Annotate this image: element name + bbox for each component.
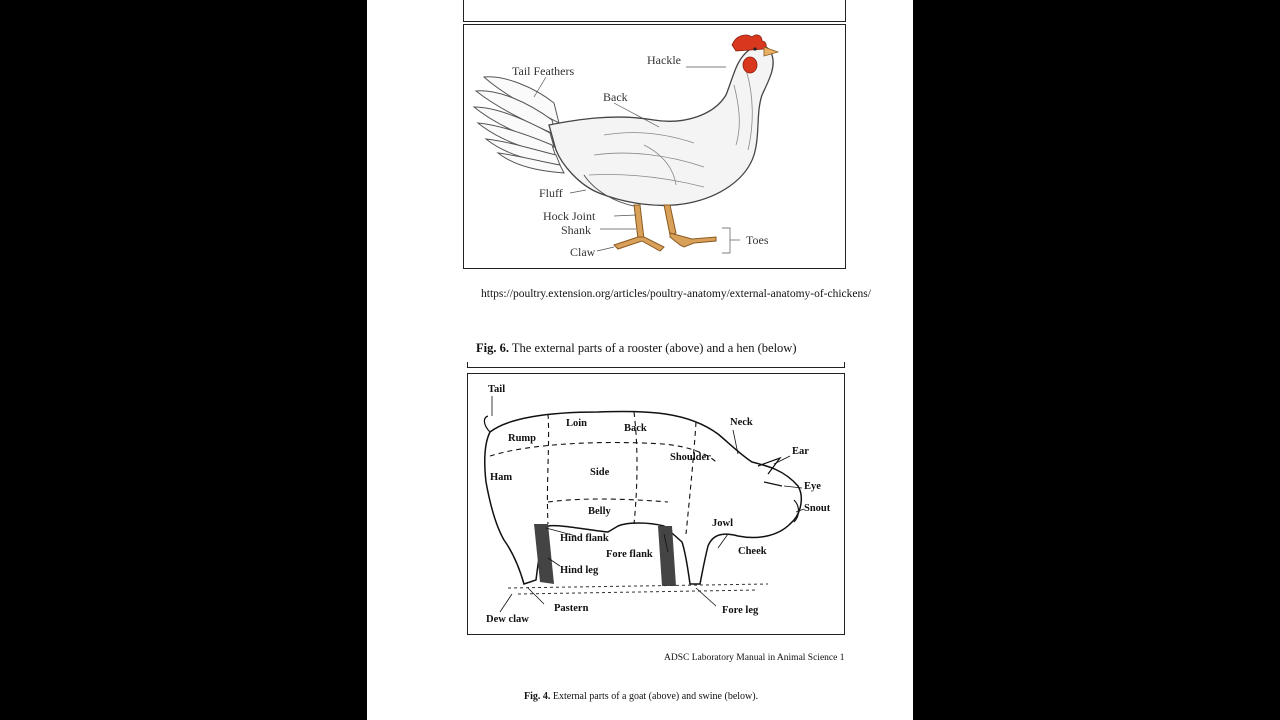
hen-label-shank: Shank bbox=[561, 223, 591, 237]
swine-label-cheek: Cheek bbox=[738, 546, 767, 557]
fig6-caption-text: The external parts of a rooster (above) and a hen (below) bbox=[508, 341, 797, 355]
fig6-caption-label: Fig. 6. bbox=[476, 341, 509, 355]
swine-label-dew-claw: Dew claw bbox=[486, 614, 529, 625]
hen-label-hock-joint: Hock Joint bbox=[543, 209, 596, 223]
section-bracket bbox=[467, 362, 845, 368]
swine-label-fore-leg: Fore leg bbox=[722, 605, 759, 616]
hen-comb-drawing bbox=[732, 35, 766, 51]
hen-label-tail-feathers: Tail Feathers bbox=[512, 64, 575, 78]
swine-label-jowl: Jowl bbox=[712, 518, 733, 529]
hen-label-fluff: Fluff bbox=[539, 186, 563, 200]
hen-illustration bbox=[464, 25, 847, 270]
hen-label-back: Back bbox=[603, 90, 628, 104]
swine-label-back: Back bbox=[624, 423, 647, 434]
source-url: https://poultry.extension.org/articles/poultry-anatomy/external-anatomy-of-chickens/ bbox=[481, 288, 871, 300]
hen-wattle-drawing bbox=[743, 57, 757, 73]
swine-label-snout: Snout bbox=[804, 503, 831, 514]
document-page bbox=[367, 0, 913, 720]
manual-title: ADSC Laboratory Manual in Animal Science 1 bbox=[664, 653, 845, 663]
swine-illustration bbox=[468, 374, 846, 636]
swine-label-belly: Belly bbox=[588, 506, 611, 517]
hen-label-claw: Claw bbox=[570, 245, 596, 259]
hen-eye-drawing bbox=[753, 47, 756, 50]
swine-label-shoulder: Shoulder bbox=[670, 452, 711, 463]
hen-label-hackle: Hackle bbox=[647, 53, 681, 67]
swine-label-rump: Rump bbox=[508, 433, 537, 444]
swine-label-eye: Eye bbox=[804, 481, 821, 492]
swine-label-tail: Tail bbox=[488, 384, 506, 395]
swine-label-side: Side bbox=[590, 467, 610, 478]
swine-label-ham: Ham bbox=[490, 472, 513, 483]
swine-label-fore-flank: Fore flank bbox=[606, 549, 653, 560]
fig4-caption bbox=[524, 691, 758, 702]
swine-label-hind-leg: Hind leg bbox=[560, 565, 599, 576]
fig4-caption-text: External parts of a goat (above) and swine (below). bbox=[550, 691, 759, 702]
rooster-figure-frame-bottom bbox=[463, 0, 846, 22]
swine-label-pastern: Pastern bbox=[554, 603, 589, 614]
swine-label-hind-flank: Hind flank bbox=[560, 533, 609, 544]
fig4-caption-label: Fig. 4. bbox=[524, 691, 551, 702]
hen-legs-drawing bbox=[614, 205, 716, 251]
swine-ground bbox=[508, 584, 768, 594]
swine-label-neck: Neck bbox=[730, 417, 753, 428]
swine-label-ear: Ear bbox=[792, 446, 809, 457]
swine-label-loin: Loin bbox=[566, 418, 588, 429]
swine-figure bbox=[467, 373, 845, 635]
fig6-caption bbox=[476, 341, 796, 356]
hen-figure bbox=[463, 24, 846, 269]
hen-label-toes: Toes bbox=[746, 233, 769, 247]
